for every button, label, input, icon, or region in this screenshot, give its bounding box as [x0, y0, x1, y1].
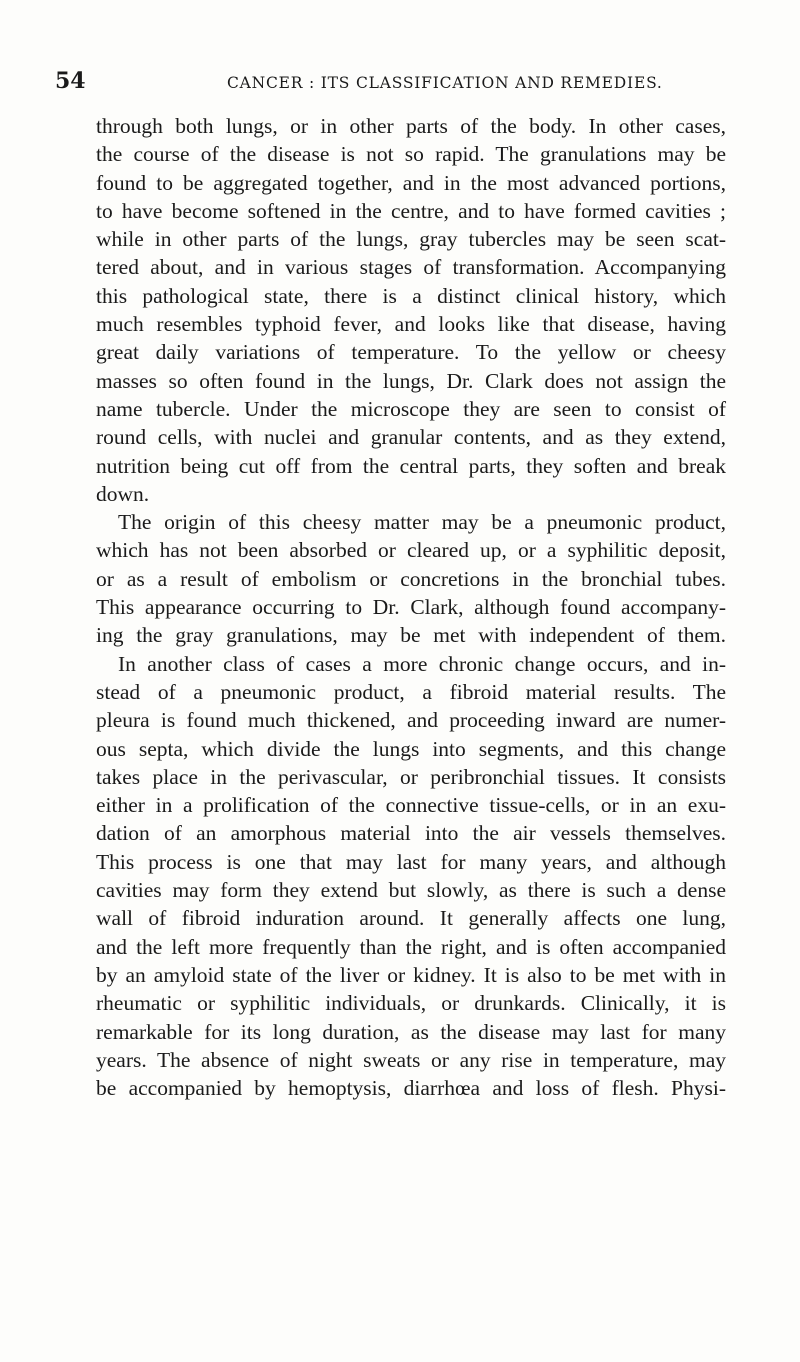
text-line: The origin of this cheesy matter may be a pneumonic product,: [118, 510, 726, 535]
text-line: ing the gray granulations, may be met with independent of them.: [96, 623, 726, 648]
text-line: This appearance occurring to Dr. Clark, although found accompany-: [96, 595, 726, 620]
running-title: CANCER : ITS CLASSIFICATION AND REMEDIES.: [227, 74, 663, 92]
text-line: pleura is found much thickened, and proceeding inward are numer-: [96, 708, 726, 733]
text-line: dation of an amorphous material into the air vessels themselves.: [96, 821, 726, 846]
text-line: rheumatic or syphilitic individuals, or drunkards. Clinically, it is: [96, 991, 726, 1016]
text-line: great daily variations of temperature. To the yellow or cheesy: [96, 340, 726, 365]
text-line: this pathological state, there is a distinct clinical history, which: [96, 283, 726, 308]
body-text: [96, 112, 726, 1102]
text-line: down.: [96, 481, 150, 506]
text-line: through both lungs, or in other parts of the body. In other cases,: [96, 114, 726, 138]
text-line: In another class of cases a more chronic change occurs, and in-: [118, 651, 726, 676]
text-line: nutrition being cut off from the central parts, they soften and break: [96, 453, 726, 478]
text-line: and the left more frequently than the right, and is often accompanied: [96, 934, 726, 959]
text-line: years. The absence of night sweats or any rise in temperature, may: [96, 1047, 726, 1072]
text-line: much resembles typhoid fever, and looks like that disease, having: [96, 312, 726, 337]
text-line: tered about, and in various stages of transformation. Accompanying: [96, 255, 726, 280]
text-line: either in a prolification of the connective tissue-cells, or in an exu-: [96, 793, 726, 818]
text-line: by an amyloid state of the liver or kidney. It is also to be met with in: [96, 962, 726, 987]
text-line: name tubercle. Under the microscope they are seen to consist of: [96, 396, 726, 421]
text-line: cavities may form they extend but slowly, as there is such a dense: [96, 878, 726, 903]
text-line: remarkable for its long duration, as the disease may last for many: [96, 1019, 726, 1044]
text-line: be accompanied by hemoptysis, diarrhœa and loss of flesh. Physi-: [96, 1076, 726, 1101]
running-header: [55, 68, 745, 98]
text-line: or as a result of embolism or concretions in the bronchial tubes.: [96, 566, 726, 591]
text-line: ous septa, which divide the lungs into segments, and this change: [96, 736, 726, 761]
text-line: takes place in the perivascular, or peribronchial tissues. It consists: [96, 764, 726, 789]
text-line: This process is one that may last for many years, and although: [96, 849, 726, 874]
page-number: 54: [55, 68, 86, 94]
text-line: found to be aggregated together, and in the most advanced portions,: [96, 170, 726, 195]
text-line: while in other parts of the lungs, gray tubercles may be seen scat-: [96, 227, 726, 252]
text-line: stead of a pneumonic product, a fibroid material results. The: [96, 679, 726, 704]
text-line: which has not been absorbed or cleared up, or a syphilitic deposit,: [96, 538, 726, 563]
text-line: round cells, with nuclei and granular contents, and as they extend,: [96, 425, 726, 450]
text-line: masses so often found in the lungs, Dr. Clark does not assign the: [96, 368, 726, 393]
text-line: the course of the disease is not so rapid. The granulations may be: [96, 142, 726, 167]
text-line: wall of fibroid induration around. It generally affects one lung,: [96, 906, 726, 931]
text-line: to have become softened in the centre, and to have formed cavities ;: [96, 198, 726, 223]
